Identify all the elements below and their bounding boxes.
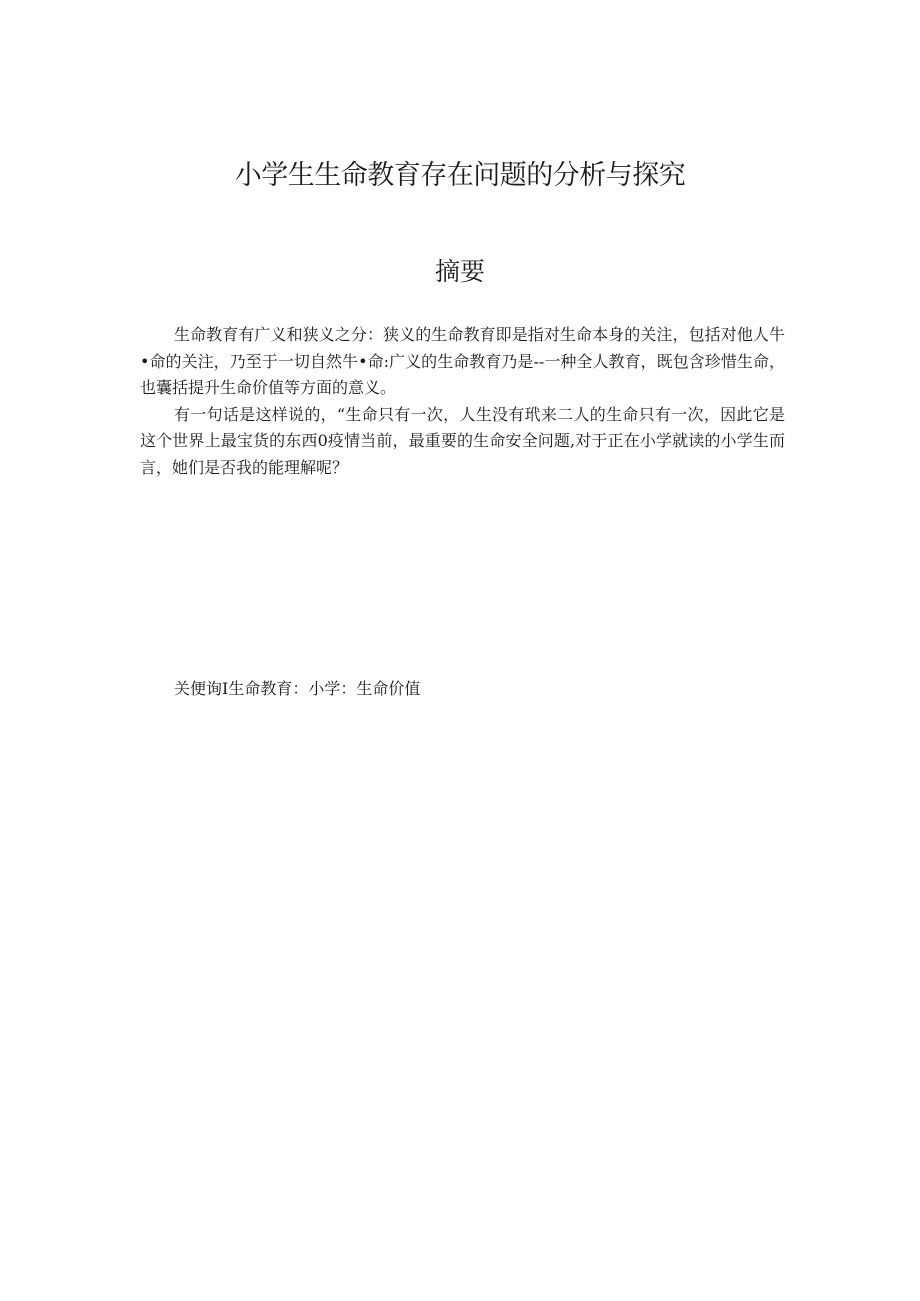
- abstract-paragraph-1: 生命教育有广义和狭义之分：狭义的生命教育即是指对生命本身的关注，包括对他人牛•命的关注，乃至于一切自然牛•命:广义的生命教育乃是--一种全人教育，既包含珍惜生命，也囊括提升生命价值等方面的意义。: [140, 325, 785, 397]
- document-title: 小学生生命教育存在问题的分析与探究: [234, 160, 686, 191]
- keywords-line: 关便询I生命教育：小学：生命价值: [174, 679, 421, 698]
- abstract-paragraph-2: 有一句话是这样说的，“生命只有一次，人生没有玳来二人的生命只有一次，因此它是这个世界上最宝货的东西0疫情当前，最重要的生命安全问题,对于正在小学就读的小学生而言，她们是否我的能理解呢？: [140, 404, 785, 477]
- abstract-heading: 摘要: [434, 257, 485, 286]
- abstract-body: [140, 322, 785, 481]
